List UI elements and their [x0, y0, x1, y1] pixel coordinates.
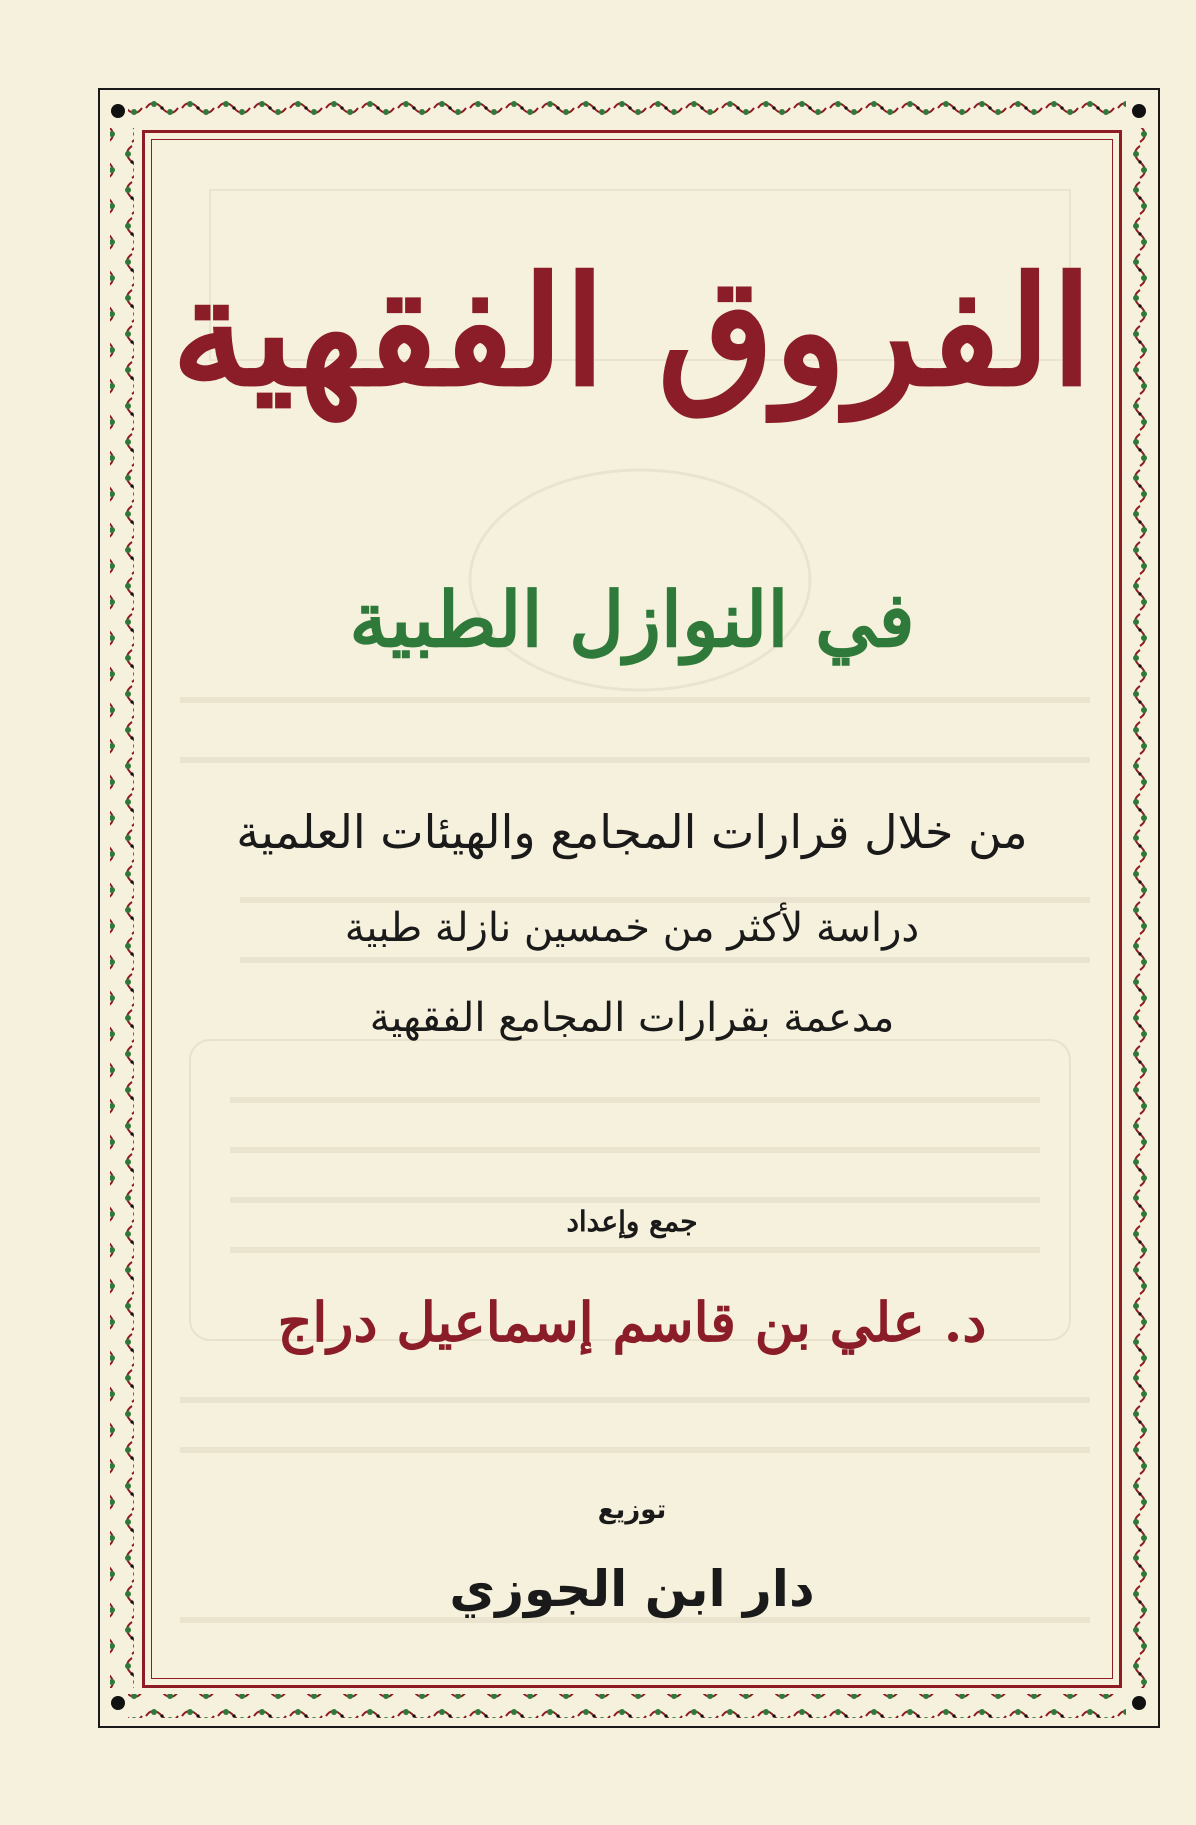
description-line-1: من خلال قرارات المجامع والهيئات العلمية [236, 805, 1028, 859]
corner-dot-bottom-right [111, 1696, 125, 1710]
compiled-by-label: جمع وإعداد [566, 1205, 698, 1238]
corner-dot-top-right [111, 104, 125, 118]
description-line-2: دراسة لأكثر من خمسين نازلة طبية [344, 905, 920, 951]
book-subtitle: في النوازل الطبية [349, 575, 915, 664]
distribution-label: توزيع [597, 1495, 667, 1525]
description-line-3: مدعمة بقرارات المجامع الفقهية [369, 995, 895, 1041]
corner-dot-top-left [1132, 104, 1146, 118]
book-title: الفروق الفقهية [171, 244, 1093, 420]
publisher-name: دار ابن الجوزي [449, 1560, 815, 1618]
corner-dot-bottom-left [1132, 1696, 1146, 1710]
author-name: د. علي بن قاسم إسماعيل دراج [277, 1290, 987, 1354]
